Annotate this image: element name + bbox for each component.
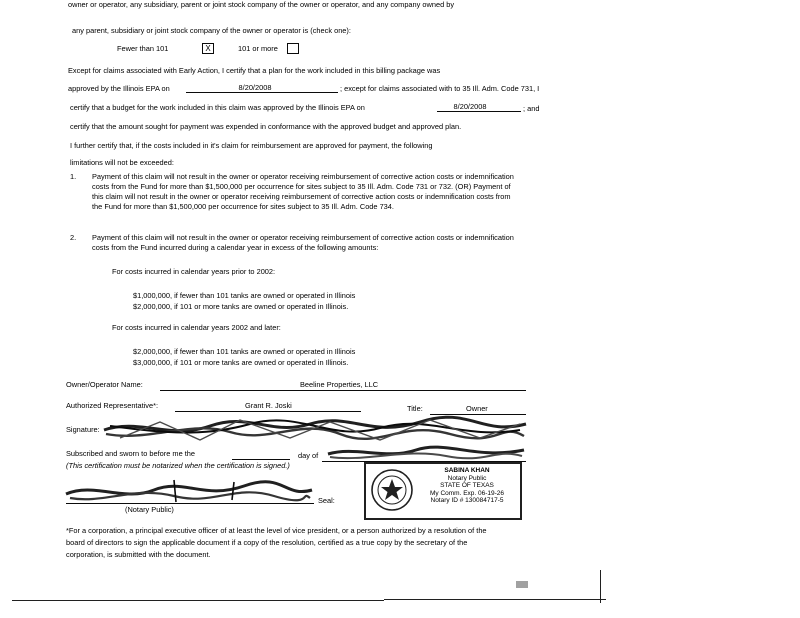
owner-operator-label: Owner/Operator Name: xyxy=(66,380,143,389)
limits-before-2: $2,000,000, if 101 or more tanks are owned or operated in Illinois. xyxy=(133,302,349,311)
certify-line-2a: approved by the Illinois EPA on xyxy=(68,84,170,93)
sworn-day-underline xyxy=(232,459,290,460)
limits-before-header: For costs incurred in calendar years prior to 2002: xyxy=(112,267,276,276)
limits-after-header: For costs incurred in calendar years 2002 and later: xyxy=(112,323,281,332)
owner-operator-underline xyxy=(160,390,526,391)
intro-line-1: owner or operator, any subsidiary, parent or joint stock company of the owner or operator, and any company owned by xyxy=(68,0,455,9)
authorized-rep-value: Grant R. Joski xyxy=(245,401,292,410)
seal-line-3: STATE OF TEXAS xyxy=(440,482,494,490)
fewer-than-101-label: Fewer than 101 xyxy=(117,44,169,53)
footnote-line-1: *For a corporation, a principal executive officer of at least the level of vice president, or a person authorized by a resolution of the xyxy=(66,526,487,535)
notary-seal-stamp xyxy=(364,462,522,520)
item-1-text: Payment of this claim will not result in the owner or operator receiving reimbursement of corrective action costs or indemnification costs from the Fund for more than $1,500,000 per occurrence for sites subject to 35 Ill. Adm. Code 731 or 732. (OR) Payment of this claim will not result in the owner or operator receiving reimbursement of corrective action costs or indemnification costs from the Fund for more than $1,500,000 per occurrence for sites subject to 35 Ill. Adm. Code 734. xyxy=(92,172,514,211)
item-1-number: 1. xyxy=(70,172,77,181)
title-value: Owner xyxy=(466,404,488,413)
plan-date-underline xyxy=(186,92,338,93)
certify-line-4: certify that the amount sought for payment was expended in conformance with the approved budget and approved plan. xyxy=(70,122,462,131)
page-edge-bottom-right xyxy=(384,599,606,600)
fewer-than-101-checkbox[interactable]: X xyxy=(202,43,214,54)
certify-line-3b: ; and xyxy=(523,104,540,113)
sworn-label-a: Subscribed and sworn to before me the xyxy=(66,449,196,458)
authorized-rep-label: Authorized Representative*: xyxy=(66,401,159,410)
seal-line-4: My Comm. Exp. 06-19-26 xyxy=(429,489,505,497)
certify-line-1: Except for claims associated with Early Action, I certify that a plan for the work included in this billing package was xyxy=(68,66,441,75)
limits-after-2: $3,000,000, if 101 or more tanks are owned or operated in Illinois. xyxy=(133,358,349,367)
notary-public-label: (Notary Public) xyxy=(125,505,174,514)
notary-signature-scribble xyxy=(64,478,314,506)
sworn-label-b: day of xyxy=(298,451,319,460)
budget-date-underline xyxy=(437,111,521,112)
limits-after-1: $2,000,000, if fewer than 101 tanks are owned or operated in Illinois xyxy=(133,347,356,356)
seal-label: Seal: xyxy=(318,496,335,505)
limits-before-1: $1,000,000, if fewer than 101 tanks are owned or operated in Illinois xyxy=(133,291,356,300)
plan-approval-date: 8/20/2008 xyxy=(238,83,272,92)
certify-line-6: limitations will not be exceeded: xyxy=(70,158,174,167)
101-or-more-checkbox[interactable] xyxy=(287,43,299,54)
certify-line-3a: certify that a budget for the work included in this claim was approved by the Illinois EPA on xyxy=(70,103,365,112)
certify-line-2b: ; except for claims associated with to 35 Ill. Adm. Code 731, I xyxy=(340,84,540,93)
signature-redaction-scribble xyxy=(100,412,530,446)
notarization-note: (This certification must be notarized when the certification is signed.) xyxy=(66,461,290,470)
notary-signature-underline xyxy=(66,503,314,504)
signature-label: Signature: xyxy=(66,425,100,434)
seal-line-2: Notary Public xyxy=(447,474,487,482)
seal-line-5: Notary ID # 130084717-5 xyxy=(430,497,504,505)
seal-name: SABINA KHAN xyxy=(444,467,490,474)
title-label: Title: xyxy=(407,404,423,413)
item-2-number: 2. xyxy=(70,233,77,242)
intro-line-2: any parent, subsidiary or joint stock company of the owner or operator is (check one): xyxy=(72,26,351,35)
item-2-text: Payment of this claim will not result in the owner or operator receiving reimbursement of corrective action costs or indemnification costs from the Fund incurred during a calendar year in excess of the following amounts: xyxy=(92,233,514,252)
state-seal-icon xyxy=(370,468,414,512)
footnote-line-2: board of directors to sign the applicable document if a copy of the resolution, certified as a true copy by the secretary of the xyxy=(66,538,468,547)
owner-operator-value: Beeline Properties, LLC xyxy=(300,380,379,389)
page-edge-bottom-left xyxy=(12,600,384,601)
budget-approval-date: 8/20/2008 xyxy=(453,102,487,111)
scan-mark xyxy=(516,581,528,588)
101-or-more-label: 101 or more xyxy=(238,44,278,53)
footnote-line-3: corporation, is submitted with the document. xyxy=(66,550,211,559)
certify-line-5: I further certify that, if the costs included in it's claim for reimbursement are approved for payment, the following xyxy=(70,141,433,150)
date-redaction-scribble xyxy=(326,444,526,462)
